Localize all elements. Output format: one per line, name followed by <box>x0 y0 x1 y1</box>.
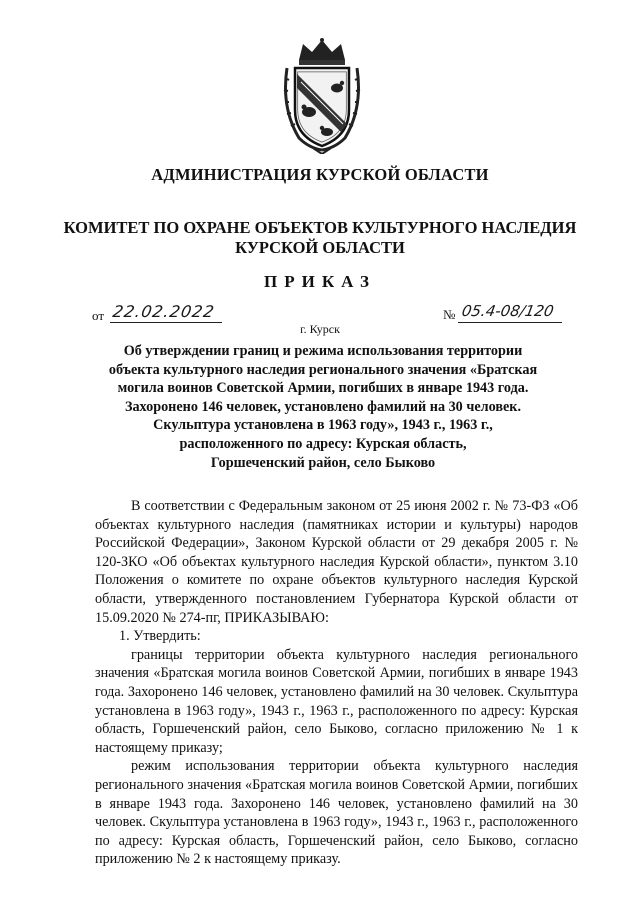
body-paragraph-boundaries: границы территории объекта культурного наследия регионального значения «Братская могила воинов Советской Армии, погибших в январе 1943 года. Захоронено 146 человек, установлено фамилий на 30 человек. Скульптура установлена в 1963 году», 1943 г., 1963 г., расположенного по адресу: Курская область, Горшеченский район, село Быково, согласно приложению № 1 к настоящему приказу; <box>95 646 578 756</box>
date-label: от <box>92 308 105 323</box>
order-body <box>95 497 578 869</box>
body-paragraph-preamble: В соответствии с Федеральным законом от 25 июня 2002 г. № 73-ФЗ «Об объектах культурного наследия (памятниках истории и культуры) народов Российской Федерации», Законом Курской области от 29 декабря 2005 г. № 120-ЗКО «Об объектах культурного наследия Курской области», пунктом 3.10 Положения о комитете по охране объектов культурного наследия Курской области, утвержденного постановлением Губернатора Курской области от 15.09.2020 № 274-пг, ПРИКАЗЫВАЮ: <box>95 498 578 626</box>
body-paragraph-regime: режим использования территории объекта культурного наследия регионального значения «Братская могила воинов Советской Армии, погибших в январе 1943 года. Захоронено 146 человек, установлено фамилий на 30 человек. Скульптура установлена в 1963 году», 1943 г., 1963 г., расположенного по адресу: Курская область, Горшеченский район, село Быково, согласно приложению № 2 к настоящему приказу. <box>95 758 578 868</box>
subject-line: Скульптура установлена в 1963 году», 1943 г., 1963 г., <box>153 417 493 434</box>
order-subject <box>98 342 548 472</box>
date-underline <box>110 322 222 323</box>
subject-line: Горшеченский район, село Быково <box>210 454 436 471</box>
subject-line: объекта культурного наследия регионального значения «Братская <box>108 361 538 378</box>
subject-line: Об утверждении границ и режима использования территории <box>123 343 523 359</box>
body-paragraph-item-1: 1. Утвердить: <box>119 628 201 645</box>
order-date: 22.02.2022 <box>111 302 217 321</box>
number-label: № <box>443 307 456 322</box>
city-label: г. Курск <box>300 322 340 336</box>
committee-title <box>60 218 580 258</box>
order-number: 05.4-08/120 <box>460 302 556 320</box>
subject-line: Захоронено 146 человек, установлено фамилий на 30 человек. <box>124 398 522 415</box>
subject-line: могила воинов Советской Армии, погибших в январе 1943 года. <box>117 380 529 397</box>
document-type: ПРИКАЗ <box>264 272 376 291</box>
committee-title-line-2: КУРСКОЙ ОБЛАСТИ <box>235 238 405 257</box>
committee-title-line-1: КОМИТЕТ ПО ОХРАНЕ ОБЪЕКТОВ КУЛЬТУРНОГО НАСЛЕДИЯ <box>63 218 577 237</box>
subject-line: расположенного по адресу: Курская область, <box>179 435 467 452</box>
number-underline <box>458 322 562 323</box>
administration-title: АДМИНИСТРАЦИЯ КУРСКОЙ ОБЛАСТИ <box>151 165 489 184</box>
kursk-coat-of-arms-icon <box>279 38 365 154</box>
